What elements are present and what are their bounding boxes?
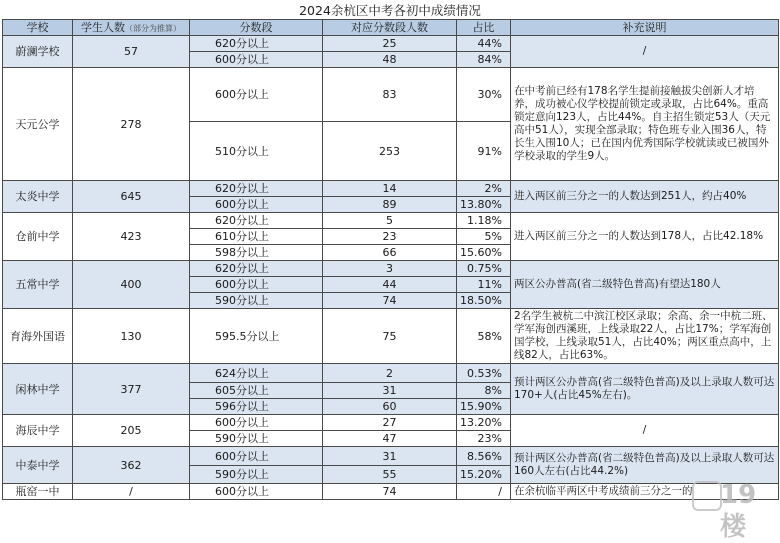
score-band: 596分以上 [190,399,323,415]
header-school: 学校 [3,20,73,36]
band-ratio: 5% [457,229,511,245]
header-ratio: 占比 [457,20,511,36]
band-ratio: 2% [457,181,511,197]
school-note: 进入两区前三分之一的人数达到178人，占比42.18% [511,213,779,261]
school-name: 五常中学 [3,261,73,309]
results-table [2,19,779,500]
table-row [3,364,779,383]
school-name: 太炎中学 [3,181,73,213]
school-note: / [511,415,779,447]
school-note: 两区公办普高(省二级特色普高)有望达180人 [511,261,779,309]
header-students-note: （部分为推算） [125,23,181,33]
band-count: 253 [323,122,457,181]
table-row [3,68,779,122]
table-row [3,447,779,466]
band-ratio: 0.75% [457,261,511,277]
band-ratio: 11% [457,277,511,293]
band-count: 44 [323,277,457,293]
band-ratio: 18.50% [457,293,511,309]
band-ratio: 84% [457,52,511,68]
band-count: 89 [323,197,457,213]
student-count: 130 [73,309,190,364]
score-band: 590分以上 [190,466,323,484]
student-count: 377 [73,364,190,415]
school-note: 进入两区前三分之一的人数达到251人，约占40% [511,181,779,213]
table-header [3,20,779,36]
score-band: 620分以上 [190,213,323,229]
band-ratio: 13.80% [457,197,511,213]
score-band: 590分以上 [190,293,323,309]
band-ratio: 44% [457,36,511,52]
school-note: 预计两区公办普高(省二级特色普高)及以上录取人数可达160人左右(占比44.2%) [511,447,779,484]
score-band: 605分以上 [190,383,323,399]
band-ratio: 15.90% [457,399,511,415]
band-ratio: 1.18% [457,213,511,229]
score-band: 600分以上 [190,68,323,122]
school-note: / [511,36,779,68]
band-count: 27 [323,415,457,431]
score-band: 620分以上 [190,36,323,52]
school-note: 在余杭临平两区中考成绩前三分之一的 [511,484,779,500]
student-count: 362 [73,447,190,484]
band-ratio: 8.56% [457,447,511,466]
band-ratio: 91% [457,122,511,181]
band-count: 5 [323,213,457,229]
header-students-label: 学生人数 [81,20,125,34]
band-count: 3 [323,261,457,277]
band-ratio: 0.53% [457,364,511,383]
band-count: 74 [323,293,457,309]
school-name: 中泰中学 [3,447,73,484]
school-name: 仓前中学 [3,213,73,261]
band-count: 75 [323,309,457,364]
score-band: 595.5分以上 [190,309,323,364]
student-count: 423 [73,213,190,261]
band-ratio: 13.20% [457,415,511,431]
school-name: 天元公学 [3,68,73,181]
band-count: 60 [323,399,457,415]
student-count: / [73,484,190,500]
band-ratio: 15.20% [457,466,511,484]
score-band: 590分以上 [190,431,323,447]
table-row [3,484,779,500]
header-note: 补充说明 [511,20,779,36]
student-count: 205 [73,415,190,447]
school-name: 瓶窑一中 [3,484,73,500]
score-band: 600分以上 [190,197,323,213]
band-ratio: 8% [457,383,511,399]
school-note: 预计两区公办普高(省二级特色普高)及以上录取人数可达170+人(占比45%左右)。 [511,364,779,415]
student-count: 645 [73,181,190,213]
table-row [3,415,779,431]
student-count: 400 [73,261,190,309]
school-name: 闲林中学 [3,364,73,415]
band-count: 2 [323,364,457,383]
page-title: 2024余杭区中考各初中成绩情况 [299,3,481,18]
score-band: 600分以上 [190,52,323,68]
table-body [3,36,779,500]
band-count: 83 [323,68,457,122]
header-score: 分数段 [190,20,323,36]
table-row [3,36,779,52]
watermark-text: 19楼 [720,480,757,542]
band-ratio: 58% [457,309,511,364]
band-count: 23 [323,229,457,245]
score-band: 600分以上 [190,447,323,466]
score-band: 598分以上 [190,245,323,261]
table-row [3,309,779,364]
header-students [73,20,190,36]
header-count: 对应分数段人数 [323,20,457,36]
score-band: 600分以上 [190,484,323,500]
table-row [3,181,779,197]
school-name: 海辰中学 [3,415,73,447]
score-band: 610分以上 [190,229,323,245]
band-count: 31 [323,447,457,466]
table-row [3,213,779,229]
band-ratio: 15.60% [457,245,511,261]
band-count: 55 [323,466,457,484]
band-count: 31 [323,383,457,399]
score-band: 510分以上 [190,122,323,181]
school-name: 育海外国语 [3,309,73,364]
school-name: 蔚澜学校 [3,36,73,68]
table-row [3,261,779,277]
student-count: 57 [73,36,190,68]
band-count: 48 [323,52,457,68]
score-band: 600分以上 [190,415,323,431]
band-count: 66 [323,245,457,261]
score-band: 600分以上 [190,277,323,293]
score-band: 620分以上 [190,261,323,277]
score-band: 624分以上 [190,364,323,383]
student-count: 278 [73,68,190,181]
score-band: 620分以上 [190,181,323,197]
band-ratio: / [457,484,511,500]
band-ratio: 23% [457,431,511,447]
band-ratio: 30% [457,68,511,122]
school-note: 2名学生被杭二中滨江校区录取；余高、余一中杭二班、学军海创西溪班，上线录取22人，占比17%；学军海创国学校，上线录取51人，占比40%；两区重点高中，上线82人，占比63%。 [511,309,779,364]
band-count: 47 [323,431,457,447]
band-count: 25 [323,36,457,52]
school-note: 在中考前已经有178名学生提前接触拔尖创新人才培养，成功被心仪学校提前锁定或录取，占比64%。重高锁定意向123人，占比44%。自主招生锁定53人（天元高中51人），实现全部录取；特色班专业入围36人，特长生入围10人；已在国内优秀国际学校就读或已被国外学校录取的学生9人。 [511,68,779,181]
band-count: 14 [323,181,457,197]
band-count: 74 [323,484,457,500]
